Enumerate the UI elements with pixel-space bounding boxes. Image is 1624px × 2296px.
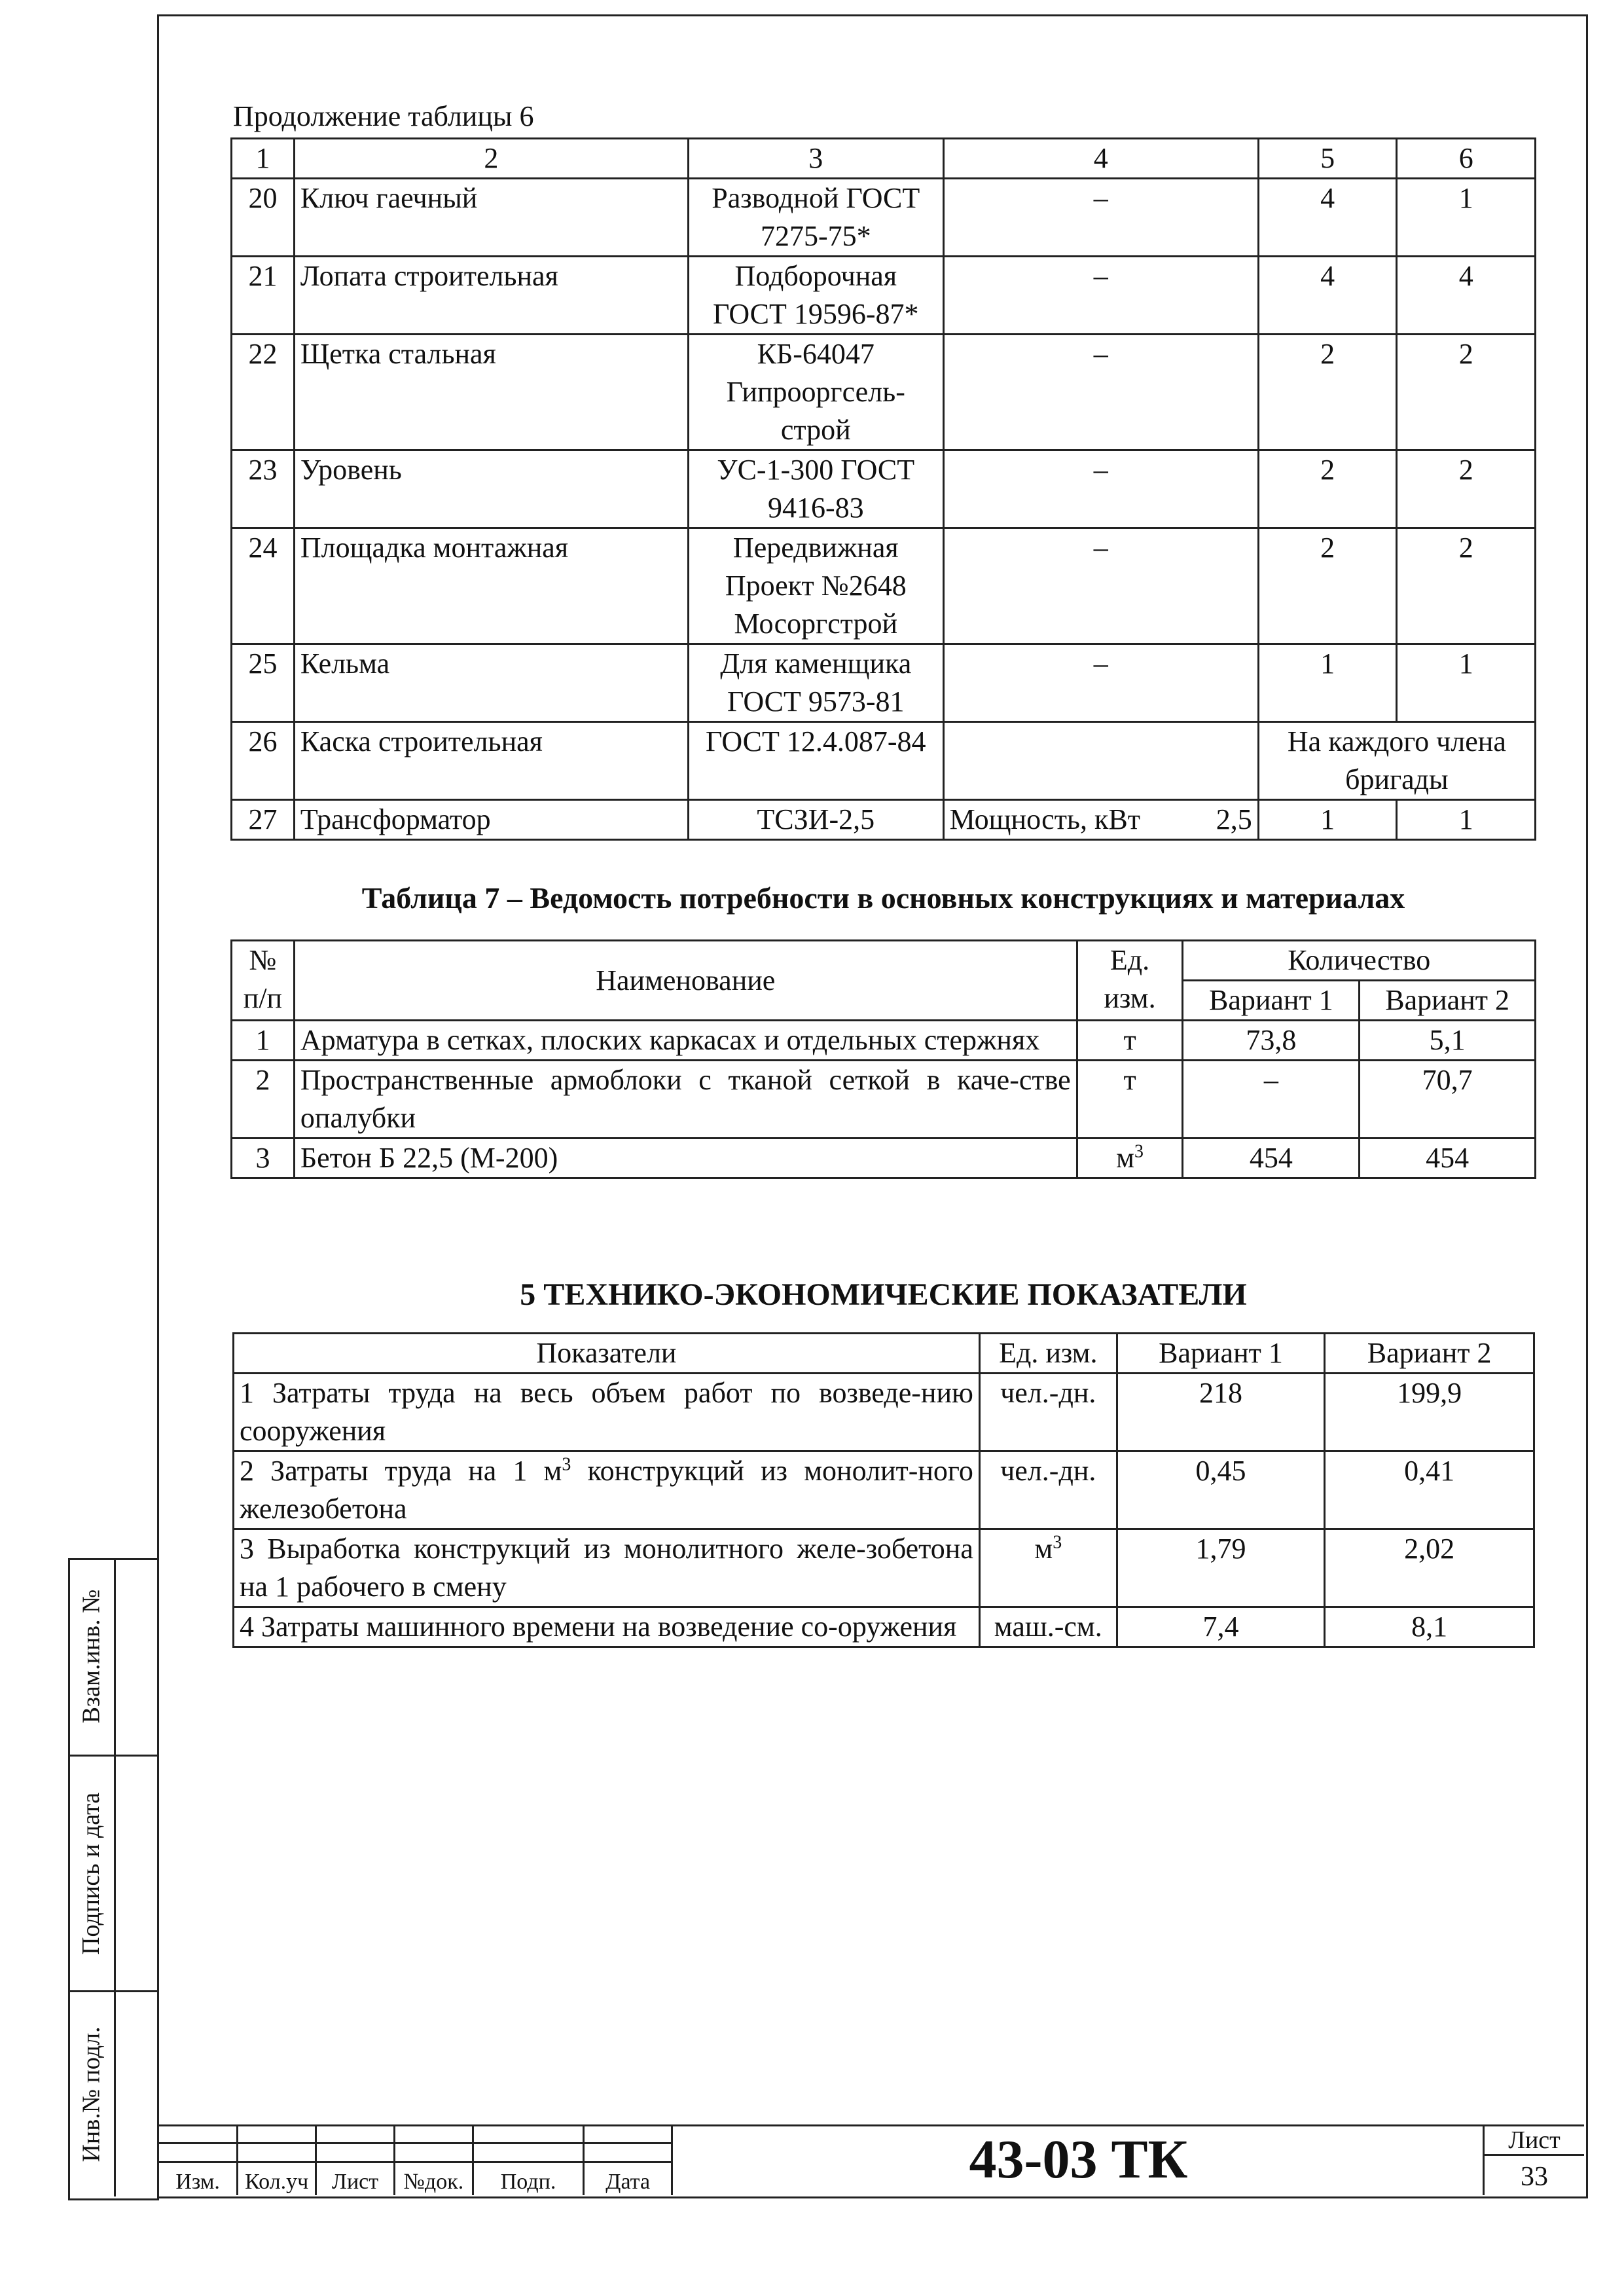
stamp-cell	[584, 2143, 672, 2162]
row-name: Трансформатор	[294, 800, 688, 840]
row-name	[234, 1451, 980, 1529]
table-row	[232, 800, 1536, 840]
row-num: 22	[232, 335, 295, 450]
row-col5: 4	[1258, 179, 1397, 257]
table-row	[232, 644, 1536, 722]
row-name: Каска строительная	[294, 722, 688, 800]
section5-title: 5 ТЕХНИКО-ЭКОНОМИЧЕСКИЕ ПОКАЗАТЕЛИ	[520, 1277, 1247, 1312]
sheet-number: 33	[1521, 2162, 1548, 2192]
table-row	[232, 179, 1536, 257]
row-v2: 70,7	[1360, 1061, 1536, 1139]
row-num: 21	[232, 257, 295, 335]
header-v2: Вариант 2	[1360, 981, 1536, 1021]
row-v1: 73,8	[1183, 1021, 1360, 1061]
header-num: № п/п	[232, 941, 295, 1021]
table-row	[232, 1021, 1536, 1061]
table6-header-cell: 6	[1397, 139, 1536, 179]
row-col6: 2	[1397, 450, 1536, 528]
row-spec: Для каменщика ГОСТ 9573-81	[688, 644, 943, 722]
table7-header-row	[232, 941, 1536, 981]
table6-header-cell: 5	[1258, 139, 1397, 179]
header-v1: Вариант 1	[1117, 1334, 1325, 1374]
row-unit	[979, 1529, 1117, 1607]
row-unit: маш.-см.	[979, 1607, 1117, 1647]
row-num: 25	[232, 644, 295, 722]
row-v2: 199,9	[1325, 1374, 1534, 1451]
stamp-row	[159, 2143, 672, 2162]
row-name-a: 2 Затраты труда на 1 м	[240, 1455, 562, 1487]
unit-text: м	[1034, 1533, 1053, 1565]
header-unit: Ед. изм.	[979, 1334, 1117, 1374]
row-v2: 0,41	[1325, 1451, 1534, 1529]
stamp-cell	[238, 2124, 316, 2143]
stamp-cell	[473, 2143, 584, 2162]
row-unit: чел.-дн.	[979, 1374, 1117, 1451]
row-col5: 1	[1258, 800, 1397, 840]
row-name: Щетка стальная	[294, 335, 688, 450]
row-num: 2	[232, 1061, 295, 1139]
unit-sup: 3	[1134, 1141, 1144, 1162]
row-name: Площадка монтажная	[294, 528, 688, 644]
table-row	[232, 335, 1536, 450]
unit-text: м	[1116, 1142, 1134, 1174]
row-col6: 2	[1397, 528, 1536, 644]
row-name: 3 Выработка конструкций из монолитного желе-зобетона на 1 рабочего в смену	[234, 1529, 980, 1607]
table6	[230, 137, 1536, 841]
stamp-cell	[394, 2124, 473, 2143]
row-v1: 0,45	[1117, 1451, 1325, 1529]
table6-caption: Продолжение таблицы 6	[233, 100, 534, 132]
stamp-grid	[159, 2124, 673, 2195]
row-v2: 454	[1360, 1139, 1536, 1178]
table-row	[234, 1374, 1534, 1451]
row-col6: 2	[1397, 335, 1536, 450]
row-num: 1	[232, 1021, 295, 1061]
row-v2: 2,02	[1325, 1529, 1534, 1607]
stamp-col-izm: Изм.	[159, 2162, 238, 2195]
row-spec: Передвижная Проект №2648 Мосоргстрой	[688, 528, 943, 644]
row-spec: Подборочная ГОСТ 19596-87*	[688, 257, 943, 335]
row-spec: УС-1-300 ГОСТ 9416-83	[688, 450, 943, 528]
table-row	[234, 1451, 1534, 1529]
stamp-cell	[159, 2124, 238, 2143]
row-col5: 2	[1258, 528, 1397, 644]
section5-table	[232, 1332, 1535, 1648]
table-row	[232, 450, 1536, 528]
row-v1: 7,4	[1117, 1607, 1325, 1647]
power-value: 2,5	[1216, 803, 1252, 835]
table-row	[232, 257, 1536, 335]
side-podpis-label: Подпись и дата	[77, 1792, 105, 1955]
table-row	[234, 1607, 1534, 1647]
row-spec: ГОСТ 12.4.087-84	[688, 722, 943, 800]
side-inv	[68, 1992, 114, 2196]
table-row	[232, 1061, 1536, 1139]
row-spec: ТСЗИ-2,5	[688, 800, 943, 840]
row-name-sup: 3	[562, 1454, 571, 1475]
table7-title: Таблица 7 – Ведомость потребности в основных конструкциях и материалах	[361, 881, 1405, 915]
header-ind: Показатели	[234, 1334, 980, 1374]
side-podpis	[68, 1757, 114, 1990]
row-col5: 2	[1258, 450, 1397, 528]
stamp-cell	[394, 2143, 473, 2162]
row-col6: 1	[1397, 179, 1536, 257]
row-col4	[943, 722, 1258, 800]
row-num: 3	[232, 1139, 295, 1178]
unit-sup: 3	[1053, 1532, 1062, 1553]
stamp-col-list: Лист	[316, 2162, 395, 2195]
row-num: 20	[232, 179, 295, 257]
side-inv-label: Инв.№ подл.	[77, 2026, 105, 2162]
stamp-cell	[238, 2143, 316, 2162]
table6-header-cell: 3	[688, 139, 943, 179]
row-v2: 5,1	[1360, 1021, 1536, 1061]
row-name: Уровень	[294, 450, 688, 528]
stamp-col-dok: №док.	[394, 2162, 473, 2195]
sheet-label-divider	[1483, 2154, 1584, 2156]
sheet-label: Лист	[1508, 2126, 1561, 2154]
row-name: Ключ гаечный	[294, 179, 688, 257]
row-name: Кельма	[294, 644, 688, 722]
row-name: Арматура в сетках, плоских каркасах и отдельных стержнях	[294, 1021, 1077, 1061]
table-row	[232, 1139, 1536, 1178]
section5-header-row	[234, 1334, 1534, 1374]
row-col4: –	[943, 450, 1258, 528]
row-name: Лопата строительная	[294, 257, 688, 335]
table7	[230, 939, 1536, 1179]
header-v2: Вариант 2	[1325, 1334, 1534, 1374]
table6-header-cell: 1	[232, 139, 295, 179]
row-unit: чел.-дн.	[979, 1451, 1117, 1529]
stamp-row	[159, 2162, 672, 2195]
row-col4: –	[943, 528, 1258, 644]
row-num: 27	[232, 800, 295, 840]
stamp-cell	[316, 2143, 395, 2162]
header-v1: Вариант 1	[1183, 981, 1360, 1021]
row-col4	[943, 800, 1258, 840]
row-spec: Разводной ГОСТ 7275-75*	[688, 179, 943, 257]
row-unit: т	[1077, 1021, 1183, 1061]
row-name: Пространственные армоблоки с тканой сеткой в каче-стве опалубки	[294, 1061, 1077, 1139]
header-qty: Количество	[1183, 941, 1536, 981]
row-col5: 2	[1258, 335, 1397, 450]
row-v2: 8,1	[1325, 1607, 1534, 1647]
side-divider	[114, 1558, 116, 2196]
row-col4: –	[943, 179, 1258, 257]
table-row	[232, 528, 1536, 644]
row-v1: 454	[1183, 1139, 1360, 1178]
row-unit: т	[1077, 1061, 1183, 1139]
table6-header-cell: 4	[943, 139, 1258, 179]
row-name-b: конструкций из монолит-ного железобетона	[240, 1455, 973, 1525]
row-name: Бетон Б 22,5 (М-200)	[294, 1139, 1077, 1178]
header-unit: Ед. изм.	[1077, 941, 1183, 1021]
row-v1: –	[1183, 1061, 1360, 1139]
row-unit	[1077, 1139, 1183, 1178]
stamp-cell	[159, 2143, 238, 2162]
side-vzam-label: Взам.инв. №	[77, 1589, 105, 1724]
row-col4: –	[943, 257, 1258, 335]
table-row	[232, 722, 1536, 800]
row-v1: 218	[1117, 1374, 1325, 1451]
row-col5: 1	[1258, 644, 1397, 722]
row-col6: 1	[1397, 644, 1536, 722]
stamp-col-data: Дата	[584, 2162, 672, 2195]
row-col6: 1	[1397, 800, 1536, 840]
row-col4: –	[943, 335, 1258, 450]
row-col4: –	[943, 644, 1258, 722]
stamp-col-podp: Подп.	[473, 2162, 584, 2195]
stamp-row	[159, 2124, 672, 2143]
stamp-cell	[584, 2124, 672, 2143]
row-col5: 4	[1258, 257, 1397, 335]
row-v1: 1,79	[1117, 1529, 1325, 1607]
table-row	[234, 1529, 1534, 1607]
table6-header-row	[232, 139, 1536, 179]
row-num: 26	[232, 722, 295, 800]
row-name: 1 Затраты труда на весь объем работ по возведе-нию сооружения	[234, 1374, 980, 1451]
table6-header-cell: 2	[294, 139, 688, 179]
side-vzam	[68, 1558, 114, 1755]
stamp-cell	[473, 2124, 584, 2143]
row-spec: КБ-64047 Гипрооргсель-строй	[688, 335, 943, 450]
stamp-cell	[316, 2124, 395, 2143]
row-col56: На каждого члена бригады	[1258, 722, 1535, 800]
row-num: 23	[232, 450, 295, 528]
document-code: 43-03 ТК	[969, 2129, 1188, 2190]
power-label: Мощность, кВт	[949, 803, 1140, 835]
row-num: 24	[232, 528, 295, 644]
row-name: 4 Затраты машинного времени на возведение со-оружения	[234, 1607, 980, 1647]
header-name: Наименование	[294, 941, 1077, 1021]
row-col6: 4	[1397, 257, 1536, 335]
stamp-col-kol: Кол.уч	[238, 2162, 316, 2195]
